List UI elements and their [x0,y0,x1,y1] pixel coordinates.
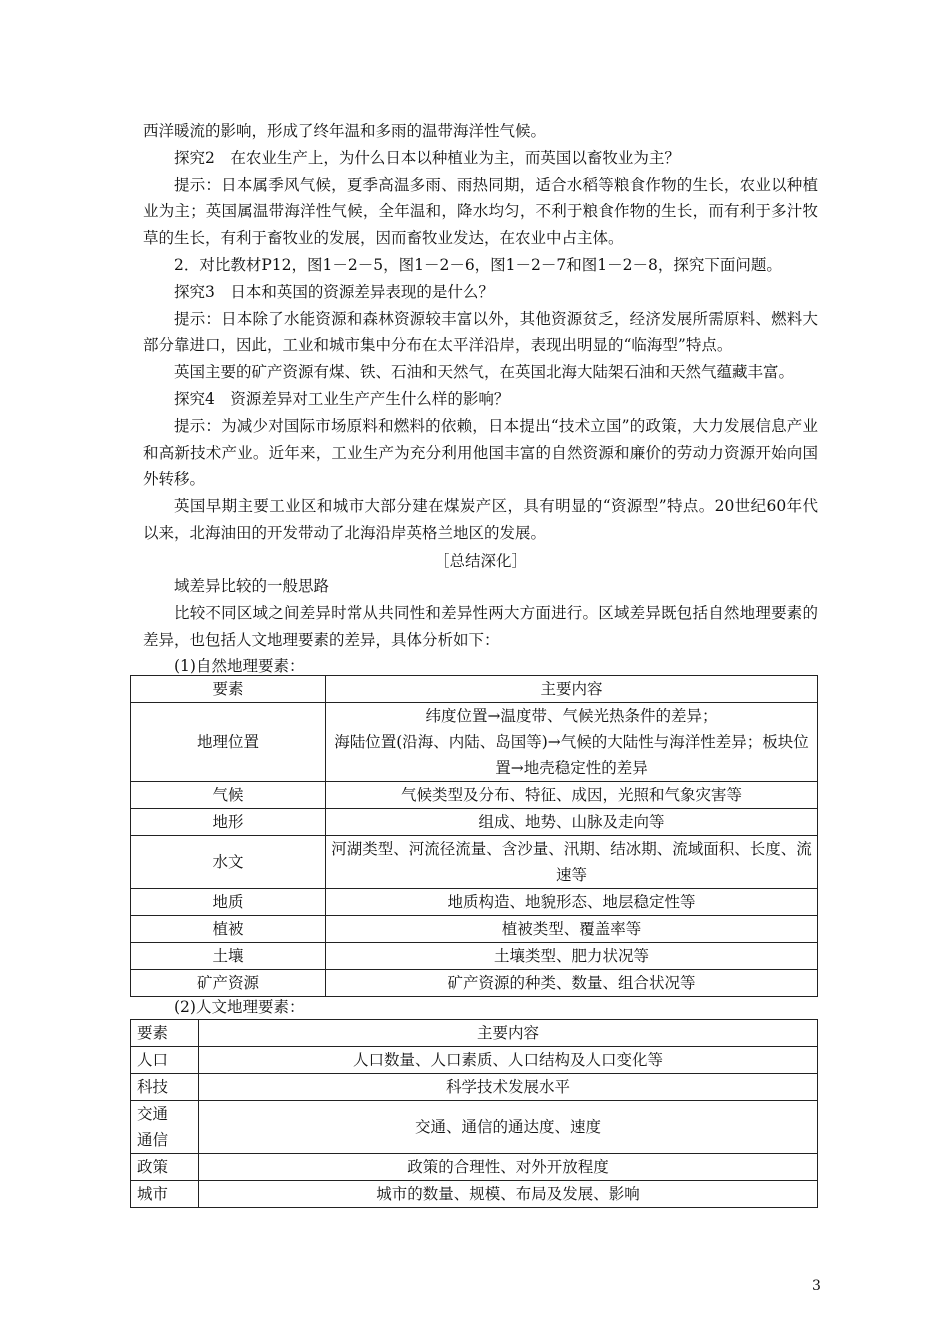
summary-heading-text: ［总结深化］ [433,552,527,570]
table-key-cell: 地形 [131,809,326,836]
table-key-cell: 地质 [131,889,326,916]
table-value-cell: 地质构造、地貌形态、地层稳定性等 [326,889,818,916]
table-value-cell: 政策的合理性、对外开放程度 [199,1154,818,1181]
table-header-cell: 要素 [131,676,326,703]
table-row [131,916,818,943]
mid-paragraph: (1)自然地理要素： [174,657,305,676]
top-paragraph: 探究4 资源差异对工业生产产生什么样的影响？ [174,389,510,408]
table-header-row [131,676,818,703]
human-elements-label: (2)人文地理要素： [174,998,305,1016]
table-row [131,943,818,970]
top-paragraph: 2．对比教材P12，图1－2－5，图1－2－6，图1－2－7和图1－2－8，探究下面问题。 [174,255,782,274]
top-paragraph: 英国早期主要工业区和城市大部分建在煤炭产区，具有明显的“资源型”特点。20世纪60年代以来，北海油田的开发带动了北海沿岸英格兰地区的发展。 [143,497,818,542]
top-paragraph: 提示：为减少对国际市场原料和燃料的依赖，日本提出“技术立国”的政策，大力发展信息产业和高新技术产业。近年来，工业生产为充分利用他国丰富的自然资源和廉价的劳动力资源开始向国外转移。 [143,416,818,489]
top-paragraph: 英国主要的矿产资源有煤、铁、石油和天然气，在英国北海大陆架石油和天然气蕴藏丰富。 [174,363,795,382]
table-row [131,1047,818,1074]
table-row [131,1101,818,1154]
table-value-cell: 组成、地势、山脉及走向等 [326,809,818,836]
body-text-mid [143,573,818,680]
table-row [131,1154,818,1181]
table-row [131,970,818,997]
top-paragraph: 提示：日本属季风气候，夏季高温多雨、雨热同期，适合水稻等粮食作物的生长，农业以种植业为主；英国属温带海洋性气候，全年温和，降水均匀，不利于粮食作物的生长，而有利于多汁牧草的生长，有利于畜牧业的发展，因而畜牧业发达，在农业中占主体。 [143,175,818,248]
body-text-top [143,118,818,547]
table-row [131,1074,818,1101]
table-key-cell: 交通 通信 [131,1101,199,1154]
page-number: 3 [812,1278,821,1294]
table-row [131,1181,818,1208]
summary-heading [143,548,818,575]
table-value-cell: 城市的数量、规模、布局及发展、影响 [199,1181,818,1208]
table-key-cell: 城市 [131,1181,199,1208]
table-value-cell: 矿产资源的种类、数量、组合状况等 [326,970,818,997]
mid-paragraph: 比较不同区域之间差异时常从共同性和差异性两大方面进行。区域差异既包括自然地理要素的差异，也包括人文地理要素的差异，具体分析如下： [143,603,818,649]
table-key-cell: 矿产资源 [131,970,326,997]
top-paragraph: 探究2 在农业生产上，为什么日本以种植业为主，而英国以畜牧业为主？ [174,148,680,167]
table-key-cell: 政策 [131,1154,199,1181]
table-key-cell: 气候 [131,782,326,809]
table-value-cell: 植被类型、覆盖率等 [326,916,818,943]
table-value-cell: 交通、通信的通达度、速度 [199,1101,818,1154]
table-row [131,809,818,836]
table-row [131,836,818,889]
table-row [131,889,818,916]
table-key-cell: 人口 [131,1047,199,1074]
table-header-cell: 主要内容 [199,1020,818,1047]
table-header-cell: 主要内容 [326,676,818,703]
table-header-cell: 要素 [131,1020,199,1047]
table-key-cell: 土壤 [131,943,326,970]
table-key-cell: 植被 [131,916,326,943]
human-elements-table [130,1019,818,1208]
top-paragraph: 提示：日本除了水能资源和森林资源较丰富以外，其他资源贫乏，经济发展所需原料、燃料大部分靠进口，因此，工业和城市集中分布在太平洋沿岸，表现出明显的“临海型”特点。 [143,309,818,355]
natural-elements-table [130,675,818,997]
table-value-cell: 气候类型及分布、特征、成因，光照和气象灾害等 [326,782,818,809]
top-paragraph: 探究3 日本和英国的资源差异表现的是什么？ [174,282,494,301]
table-row [131,782,818,809]
table-value-cell: 土壤类型、肥力状况等 [326,943,818,970]
table-value-cell: 人口数量、人口素质、人口结构及人口变化等 [199,1047,818,1074]
top-paragraph: 西洋暖流的影响，形成了终年温和多雨的温带海洋性气候。 [143,122,547,140]
table-key-cell: 水文 [131,836,326,889]
table-row [131,703,818,782]
table-key-cell: 科技 [131,1074,199,1101]
human-label-block [143,994,818,1021]
table-header-row [131,1020,818,1047]
mid-paragraph: 域差异比较的一般思路 [174,577,330,595]
table-key-cell: 地理位置 [131,703,326,782]
table-value-cell: 河湖类型、河流径流量、含沙量、汛期、结冰期、流域面积、长度、流速等 [326,836,818,889]
table-value-cell: 科学技术发展水平 [199,1074,818,1101]
table-value-cell: 纬度位置→温度带、气候光热条件的差异； 海陆位置(沿海、内陆、岛国等)→气候的大陆性与海洋性差异；板块位置→地壳稳定性的差异 [326,703,818,782]
